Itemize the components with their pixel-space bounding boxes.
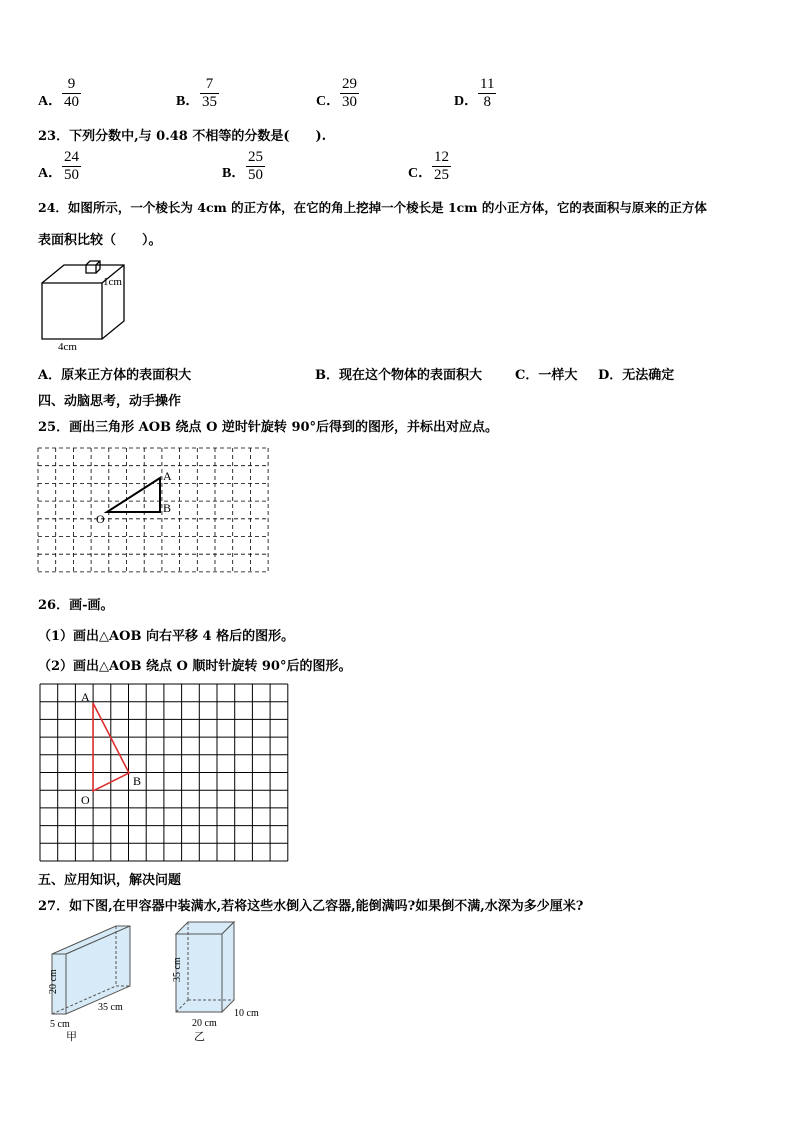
q24-option-b: B．现在这个物体的表面积大 — [315, 368, 482, 383]
q23-option-a-fraction — [62, 149, 81, 184]
q22-option-a-letter: A． — [38, 94, 63, 109]
fraction-denominator: 8 — [483, 94, 491, 110]
q26-sub-2: （2）画出△AOB 绕点 O 顺时针旋转 90°后的图形。 — [38, 659, 352, 674]
fraction-denominator: 40 — [64, 94, 79, 110]
fraction-denominator: 35 — [202, 94, 217, 110]
q25-dashed-grid — [38, 448, 268, 576]
q25-label-a: A — [163, 469, 172, 483]
yi-width-label: 10 cm — [234, 1008, 259, 1019]
fraction-numerator: 12 — [434, 149, 449, 165]
small-cube-front — [86, 265, 96, 273]
q26-sub-1: （1）画出△AOB 向右平移 4 格后的图形。 — [38, 629, 295, 644]
q23-option-a-letter: A． — [38, 166, 63, 181]
q23-option-c-fraction — [432, 149, 451, 184]
fraction-numerator: 24 — [64, 149, 79, 165]
yi-length-label: 20 cm — [192, 1018, 217, 1029]
q25-label-b: B — [163, 501, 172, 515]
q22-option-b-fraction — [200, 76, 219, 111]
q22-option-d-letter: D． — [454, 94, 479, 109]
q24-question-line-1: 24．如图所示，一个棱长为 4cm 的正方体，在它的角上挖掉一个棱长是 1cm 的小正方体，它的表面积与原来的正方体 — [38, 200, 707, 215]
q22-option-a-fraction — [62, 76, 81, 111]
q23-option-c-letter: C． — [408, 166, 433, 181]
fraction-numerator: 25 — [248, 149, 263, 165]
q22-option-c-letter: C． — [316, 94, 341, 109]
fraction-denominator: 25 — [434, 167, 449, 183]
fraction-numerator: 9 — [62, 76, 81, 94]
jia-length-label: 35 cm — [98, 1002, 123, 1013]
q23-question: 23．下列分数中,与 0.48 不相等的分数是( ). — [38, 129, 327, 144]
q27-question: 27．如下图,在甲容器中装满水,若将这些水倒入乙容器,能倒满吗?如果倒不满,水深为多少厘米? — [38, 899, 584, 914]
fraction-denominator: 50 — [64, 167, 79, 183]
cube-top-edge — [42, 265, 86, 283]
jia-width-label: 5 cm — [50, 1019, 70, 1030]
q24-option-c: C．一样大 — [515, 368, 578, 383]
jia-height-label: 20 cm — [48, 969, 59, 994]
yi-name-label: 乙 — [194, 1031, 205, 1043]
fraction-numerator: 29 — [342, 76, 357, 92]
jia-name-label: 甲 — [66, 1031, 77, 1043]
fraction-numerator: 7 — [200, 76, 219, 94]
q22-option-b-letter: B． — [176, 94, 200, 109]
small-cube-label: 1cm — [103, 276, 122, 288]
q25-triangle-aob — [107, 478, 160, 512]
q27-containers-figure — [36, 918, 276, 1048]
q25-question: 25．画出三角形 AOB 绕点 O 逆时针旋转 90°后得到的图形，并标出对应点。 — [38, 420, 499, 435]
q22-option-d-fraction — [478, 76, 496, 111]
big-cube-label: 4cm — [58, 341, 77, 353]
q25-label-o: O — [96, 512, 105, 526]
q26-grid — [40, 684, 288, 860]
q26-label-a: A — [81, 690, 90, 704]
q26-question: 26．画-画。 — [38, 598, 114, 613]
q24-question-line-2: 表面积比较（ ）。 — [38, 233, 162, 248]
yi-height-label: 35 cm — [172, 957, 183, 982]
container-yi — [176, 922, 234, 1012]
q23-option-b-fraction — [246, 149, 265, 184]
section-4-heading: 四、动脑思考，动手操作 — [38, 394, 182, 409]
fraction-numerator: 11 — [480, 76, 495, 92]
q24-cube-figure — [30, 255, 140, 355]
q22-option-c-fraction — [340, 76, 359, 111]
container-jia — [52, 926, 130, 1014]
fraction-denominator: 50 — [248, 167, 263, 183]
cube-front-face — [42, 283, 102, 339]
q26-label-b: B — [133, 774, 142, 788]
q24-option-a: A．原来正方体的表面积大 — [38, 368, 192, 383]
q23-option-b-letter: B． — [222, 166, 246, 181]
section-5-heading: 五、应用知识，解决问题 — [38, 873, 182, 888]
q26-label-o: O — [81, 793, 90, 807]
q24-option-d: D．无法确定 — [598, 368, 675, 383]
fraction-denominator: 30 — [342, 94, 357, 110]
